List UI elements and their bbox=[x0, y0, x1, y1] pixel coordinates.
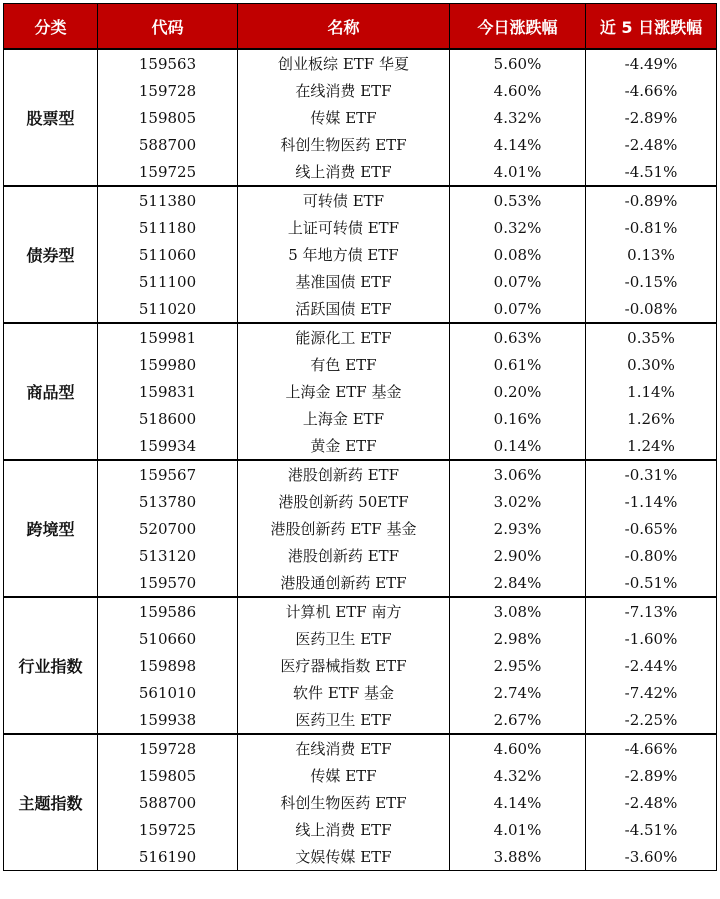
etf-code-cell: 520700 bbox=[98, 515, 238, 542]
today-change-cell: 0.16% bbox=[450, 405, 586, 432]
header-name: 名称 bbox=[238, 4, 450, 50]
table-row bbox=[4, 762, 717, 789]
table-row bbox=[4, 569, 717, 597]
table-body bbox=[4, 49, 717, 871]
table-row bbox=[4, 104, 717, 131]
etf-name-cell: 创业板综 ETF 华夏 bbox=[238, 49, 450, 77]
table-row bbox=[4, 378, 717, 405]
today-change-cell: 5.60% bbox=[450, 49, 586, 77]
etf-code-cell: 511060 bbox=[98, 241, 238, 268]
etf-code-cell: 511180 bbox=[98, 214, 238, 241]
etf-code-cell: 516190 bbox=[98, 843, 238, 871]
table-row bbox=[4, 241, 717, 268]
table-row bbox=[4, 734, 717, 762]
etf-name-cell: 上海金 ETF bbox=[238, 405, 450, 432]
etf-name-cell: 软件 ETF 基金 bbox=[238, 679, 450, 706]
etf-performance-table bbox=[3, 3, 717, 871]
etf-code-cell: 588700 bbox=[98, 131, 238, 158]
today-change-cell: 0.63% bbox=[450, 323, 586, 351]
today-change-cell: 0.07% bbox=[450, 295, 586, 323]
table-row bbox=[4, 706, 717, 734]
today-change-cell: 4.32% bbox=[450, 762, 586, 789]
etf-name-cell: 线上消费 ETF bbox=[238, 816, 450, 843]
five-day-change-cell: -4.51% bbox=[586, 158, 717, 186]
etf-name-cell: 计算机 ETF 南方 bbox=[238, 597, 450, 625]
five-day-change-cell: 0.35% bbox=[586, 323, 717, 351]
etf-name-cell: 科创生物医药 ETF bbox=[238, 131, 450, 158]
etf-code-cell: 159898 bbox=[98, 652, 238, 679]
etf-code-cell: 513780 bbox=[98, 488, 238, 515]
five-day-change-cell: -2.48% bbox=[586, 131, 717, 158]
etf-name-cell: 能源化工 ETF bbox=[238, 323, 450, 351]
today-change-cell: 0.08% bbox=[450, 241, 586, 268]
etf-code-cell: 510660 bbox=[98, 625, 238, 652]
five-day-change-cell: -0.81% bbox=[586, 214, 717, 241]
five-day-change-cell: -0.89% bbox=[586, 186, 717, 214]
etf-name-cell: 5 年地方债 ETF bbox=[238, 241, 450, 268]
five-day-change-cell: -0.65% bbox=[586, 515, 717, 542]
etf-code-cell: 159570 bbox=[98, 569, 238, 597]
table-row bbox=[4, 268, 717, 295]
today-change-cell: 0.14% bbox=[450, 432, 586, 460]
header-code: 代码 bbox=[98, 4, 238, 50]
table-row bbox=[4, 488, 717, 515]
etf-name-cell: 在线消费 ETF bbox=[238, 77, 450, 104]
etf-code-cell: 159728 bbox=[98, 77, 238, 104]
etf-name-cell: 医药卫生 ETF bbox=[238, 706, 450, 734]
five-day-change-cell: -2.25% bbox=[586, 706, 717, 734]
today-change-cell: 2.90% bbox=[450, 542, 586, 569]
etf-name-cell: 传媒 ETF bbox=[238, 762, 450, 789]
etf-code-cell: 513120 bbox=[98, 542, 238, 569]
etf-name-cell: 港股创新药 50ETF bbox=[238, 488, 450, 515]
etf-code-cell: 159831 bbox=[98, 378, 238, 405]
header-today-change: 今日涨跌幅 bbox=[450, 4, 586, 50]
etf-name-cell: 可转债 ETF bbox=[238, 186, 450, 214]
five-day-change-cell: -1.60% bbox=[586, 625, 717, 652]
etf-code-cell: 159563 bbox=[98, 49, 238, 77]
header-row bbox=[4, 4, 717, 50]
five-day-change-cell: -4.51% bbox=[586, 816, 717, 843]
five-day-change-cell: -3.60% bbox=[586, 843, 717, 871]
table-row bbox=[4, 77, 717, 104]
etf-code-cell: 561010 bbox=[98, 679, 238, 706]
etf-name-cell: 活跃国债 ETF bbox=[238, 295, 450, 323]
table-row bbox=[4, 816, 717, 843]
etf-name-cell: 港股通创新药 ETF bbox=[238, 569, 450, 597]
five-day-change-cell: -0.08% bbox=[586, 295, 717, 323]
five-day-change-cell: 0.30% bbox=[586, 351, 717, 378]
five-day-change-cell: -0.80% bbox=[586, 542, 717, 569]
etf-name-cell: 有色 ETF bbox=[238, 351, 450, 378]
table-row bbox=[4, 843, 717, 871]
five-day-change-cell: 0.13% bbox=[586, 241, 717, 268]
table-row bbox=[4, 460, 717, 488]
etf-code-cell: 159938 bbox=[98, 706, 238, 734]
table-row bbox=[4, 214, 717, 241]
category-cell: 债券型 bbox=[4, 186, 98, 323]
table-row bbox=[4, 295, 717, 323]
five-day-change-cell: -0.51% bbox=[586, 569, 717, 597]
etf-code-cell: 159980 bbox=[98, 351, 238, 378]
etf-name-cell: 基准国债 ETF bbox=[238, 268, 450, 295]
table-row bbox=[4, 652, 717, 679]
etf-name-cell: 在线消费 ETF bbox=[238, 734, 450, 762]
today-change-cell: 0.61% bbox=[450, 351, 586, 378]
table-row bbox=[4, 597, 717, 625]
today-change-cell: 0.53% bbox=[450, 186, 586, 214]
today-change-cell: 2.95% bbox=[450, 652, 586, 679]
today-change-cell: 4.60% bbox=[450, 77, 586, 104]
today-change-cell: 2.74% bbox=[450, 679, 586, 706]
table-row bbox=[4, 789, 717, 816]
five-day-change-cell: -7.42% bbox=[586, 679, 717, 706]
five-day-change-cell: -2.89% bbox=[586, 104, 717, 131]
etf-code-cell: 159934 bbox=[98, 432, 238, 460]
etf-name-cell: 港股创新药 ETF bbox=[238, 460, 450, 488]
etf-code-cell: 159728 bbox=[98, 734, 238, 762]
table-row bbox=[4, 131, 717, 158]
table-row bbox=[4, 49, 717, 77]
etf-code-cell: 511380 bbox=[98, 186, 238, 214]
table-row bbox=[4, 351, 717, 378]
etf-code-cell: 518600 bbox=[98, 405, 238, 432]
etf-code-cell: 159805 bbox=[98, 104, 238, 131]
etf-name-cell: 港股创新药 ETF 基金 bbox=[238, 515, 450, 542]
five-day-change-cell: -4.49% bbox=[586, 49, 717, 77]
table-row bbox=[4, 405, 717, 432]
table-row bbox=[4, 515, 717, 542]
today-change-cell: 4.01% bbox=[450, 158, 586, 186]
five-day-change-cell: -2.48% bbox=[586, 789, 717, 816]
five-day-change-cell: -2.89% bbox=[586, 762, 717, 789]
today-change-cell: 2.67% bbox=[450, 706, 586, 734]
table-row bbox=[4, 432, 717, 460]
today-change-cell: 4.01% bbox=[450, 816, 586, 843]
today-change-cell: 3.02% bbox=[450, 488, 586, 515]
five-day-change-cell: 1.26% bbox=[586, 405, 717, 432]
category-cell: 股票型 bbox=[4, 49, 98, 186]
etf-code-cell: 159805 bbox=[98, 762, 238, 789]
today-change-cell: 3.88% bbox=[450, 843, 586, 871]
etf-code-cell: 159981 bbox=[98, 323, 238, 351]
today-change-cell: 0.32% bbox=[450, 214, 586, 241]
five-day-change-cell: -2.44% bbox=[586, 652, 717, 679]
etf-name-cell: 文娱传媒 ETF bbox=[238, 843, 450, 871]
etf-code-cell: 588700 bbox=[98, 789, 238, 816]
table-header bbox=[4, 4, 717, 50]
today-change-cell: 4.14% bbox=[450, 131, 586, 158]
etf-name-cell: 上证可转债 ETF bbox=[238, 214, 450, 241]
category-cell: 行业指数 bbox=[4, 597, 98, 734]
header-category: 分类 bbox=[4, 4, 98, 50]
etf-name-cell: 科创生物医药 ETF bbox=[238, 789, 450, 816]
table-row bbox=[4, 323, 717, 351]
five-day-change-cell: -7.13% bbox=[586, 597, 717, 625]
etf-name-cell: 线上消费 ETF bbox=[238, 158, 450, 186]
etf-name-cell: 上海金 ETF 基金 bbox=[238, 378, 450, 405]
five-day-change-cell: -4.66% bbox=[586, 77, 717, 104]
category-cell: 主题指数 bbox=[4, 734, 98, 871]
etf-code-cell: 159586 bbox=[98, 597, 238, 625]
today-change-cell: 4.14% bbox=[450, 789, 586, 816]
today-change-cell: 2.98% bbox=[450, 625, 586, 652]
today-change-cell: 3.08% bbox=[450, 597, 586, 625]
today-change-cell: 2.93% bbox=[450, 515, 586, 542]
table-row bbox=[4, 625, 717, 652]
table-row bbox=[4, 542, 717, 569]
table-row bbox=[4, 158, 717, 186]
table-row bbox=[4, 679, 717, 706]
five-day-change-cell: -0.15% bbox=[586, 268, 717, 295]
etf-code-cell: 511020 bbox=[98, 295, 238, 323]
etf-code-cell: 511100 bbox=[98, 268, 238, 295]
etf-name-cell: 医药卫生 ETF bbox=[238, 625, 450, 652]
table-row bbox=[4, 186, 717, 214]
five-day-change-cell: 1.14% bbox=[586, 378, 717, 405]
etf-name-cell: 港股创新药 ETF bbox=[238, 542, 450, 569]
etf-name-cell: 医疗器械指数 ETF bbox=[238, 652, 450, 679]
five-day-change-cell: -4.66% bbox=[586, 734, 717, 762]
header-5day-change: 近 5 日涨跌幅 bbox=[586, 4, 717, 50]
category-cell: 跨境型 bbox=[4, 460, 98, 597]
today-change-cell: 0.20% bbox=[450, 378, 586, 405]
five-day-change-cell: 1.24% bbox=[586, 432, 717, 460]
today-change-cell: 3.06% bbox=[450, 460, 586, 488]
five-day-change-cell: -1.14% bbox=[586, 488, 717, 515]
today-change-cell: 2.84% bbox=[450, 569, 586, 597]
etf-code-cell: 159567 bbox=[98, 460, 238, 488]
five-day-change-cell: -0.31% bbox=[586, 460, 717, 488]
etf-name-cell: 传媒 ETF bbox=[238, 104, 450, 131]
category-cell: 商品型 bbox=[4, 323, 98, 460]
today-change-cell: 4.60% bbox=[450, 734, 586, 762]
today-change-cell: 4.32% bbox=[450, 104, 586, 131]
today-change-cell: 0.07% bbox=[450, 268, 586, 295]
etf-code-cell: 159725 bbox=[98, 816, 238, 843]
etf-name-cell: 黄金 ETF bbox=[238, 432, 450, 460]
etf-code-cell: 159725 bbox=[98, 158, 238, 186]
